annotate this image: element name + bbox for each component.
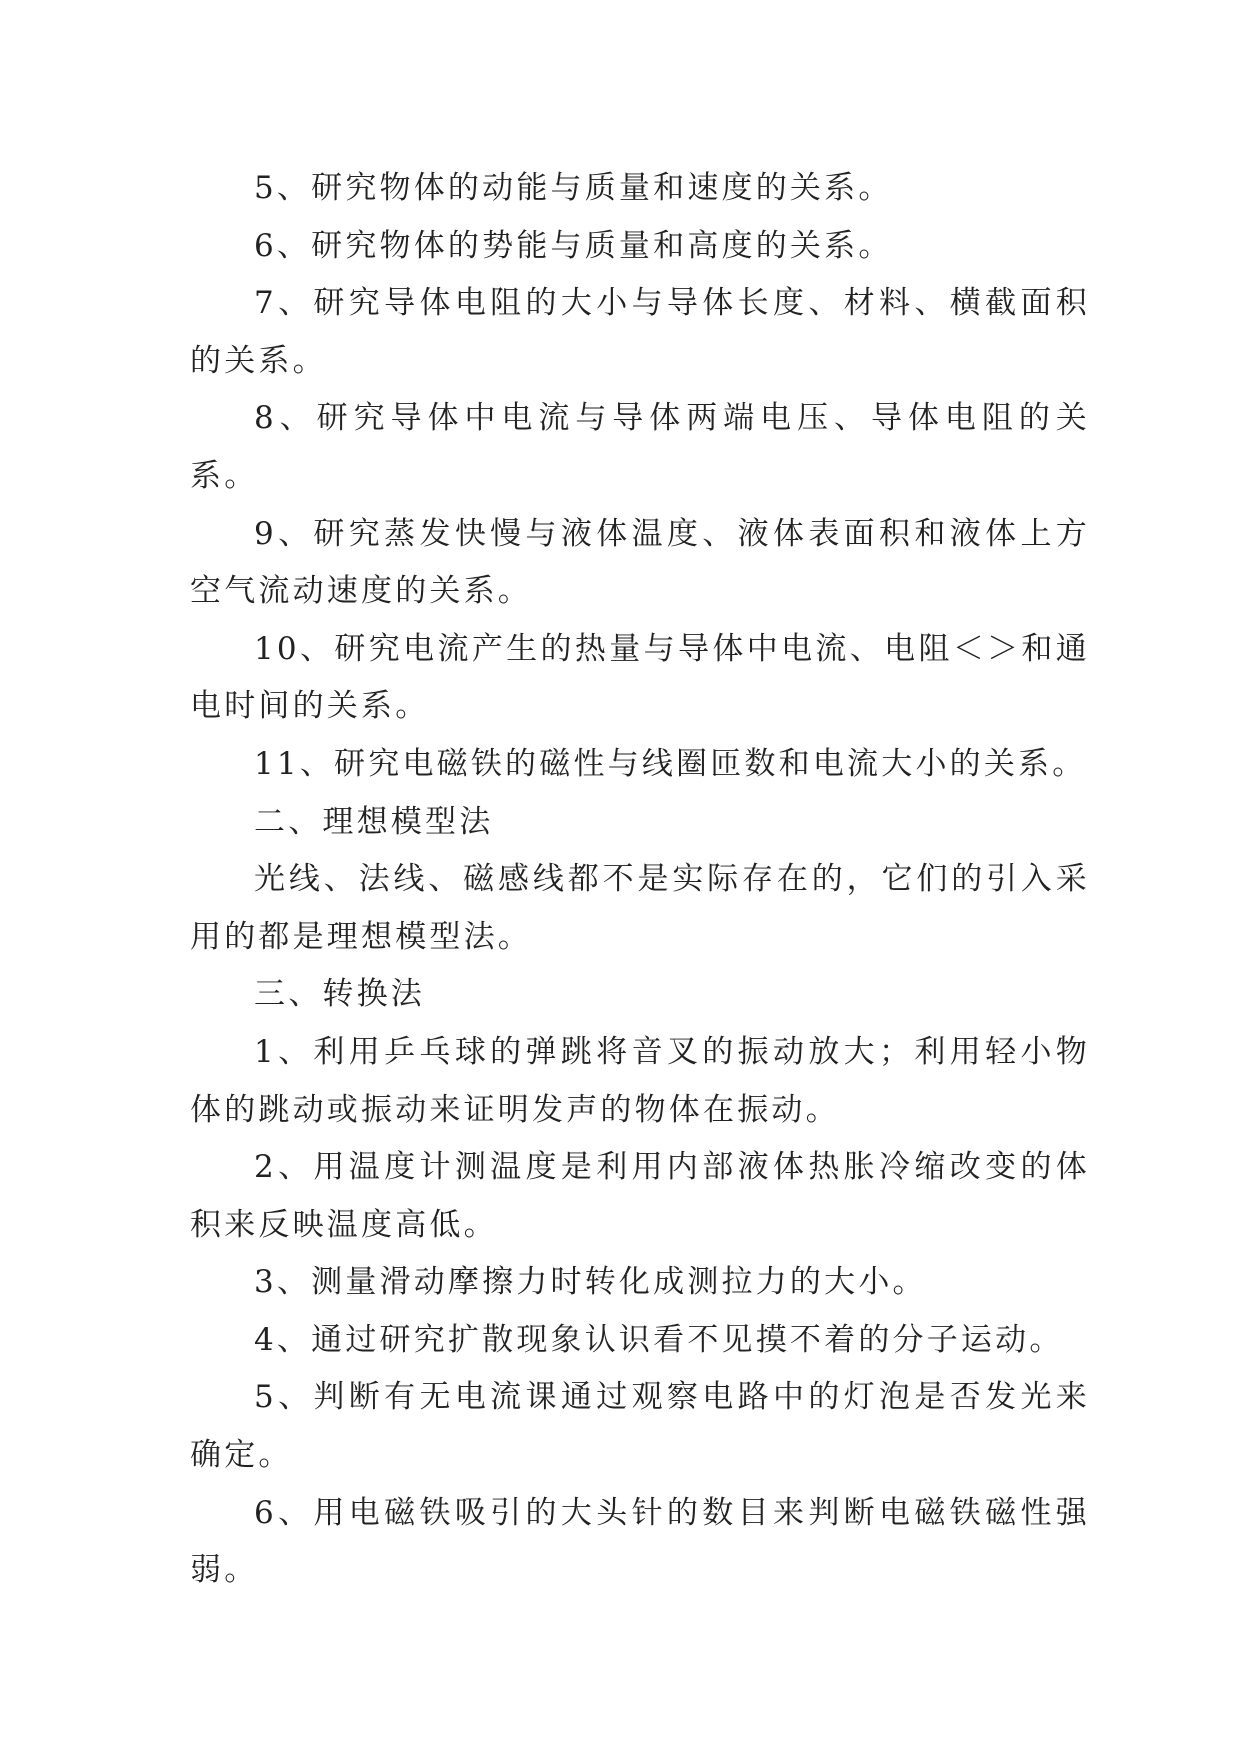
paragraph-ideal-model: 光线、法线、磁感线都不是实际存在的，它们的引入采用的都是理想模型法。 xyxy=(190,861,1090,955)
paragraph-conversion-6: 6、用电磁铁吸引的大头针的数目来判断电磁铁磁性强弱。 xyxy=(190,1494,1090,1589)
paragraph-conversion-3: 3、测量滑动摩擦力时转化成测拉力的大小。 xyxy=(254,1264,927,1301)
paragraph-item-9-evaporation: 9、研究蒸发快慢与液体温度、液体表面积和液体上方空气流动速度的关系。 xyxy=(190,515,1090,610)
paragraph-item-11-electromagnet: 11、研究电磁铁的磁性与线圈匝数和电流大小的关系。 xyxy=(254,745,1087,782)
document-body xyxy=(190,160,1090,1600)
paragraph-conversion-1: 1、利用乒乓球的弹跳将音叉的振动放大；利用轻小物体的跳动或振动来证明发声的物体在振动。 xyxy=(190,1033,1090,1128)
paragraph-conversion-4: 4、通过研究扩散现象认识看不见摸不着的分子运动。 xyxy=(254,1321,1064,1358)
section-heading-ideal-model: 二、理想模型法 xyxy=(254,803,494,840)
paragraph-conversion-5: 5、判断有无电流课通过观察电路中的灯泡是否发光来确定。 xyxy=(190,1379,1090,1474)
paragraph-item-5-kinetic-energy: 5、研究物体的动能与质量和速度的关系。 xyxy=(254,170,893,206)
paragraph-conversion-2: 2、用温度计测温度是利用内部液体热胀冷缩改变的体积来反映温度高低。 xyxy=(190,1149,1090,1243)
paragraph-item-8-current: 8、研究导体中电流与导体两端电压、导体电阻的关系。 xyxy=(190,400,1090,494)
paragraph-item-7-resistance: 7、研究导体电阻的大小与导体长度、材料、横截面积的关系。 xyxy=(190,285,1090,379)
paragraph-item-6-potential-energy: 6、研究物体的势能与质量和高度的关系。 xyxy=(254,227,893,264)
section-heading-conversion: 三、转换法 xyxy=(254,976,425,1013)
paragraph-item-10-heat: 10、研究电流产生的热量与导体中电流、电阻＜＞和通电时间的关系。 xyxy=(190,630,1090,725)
